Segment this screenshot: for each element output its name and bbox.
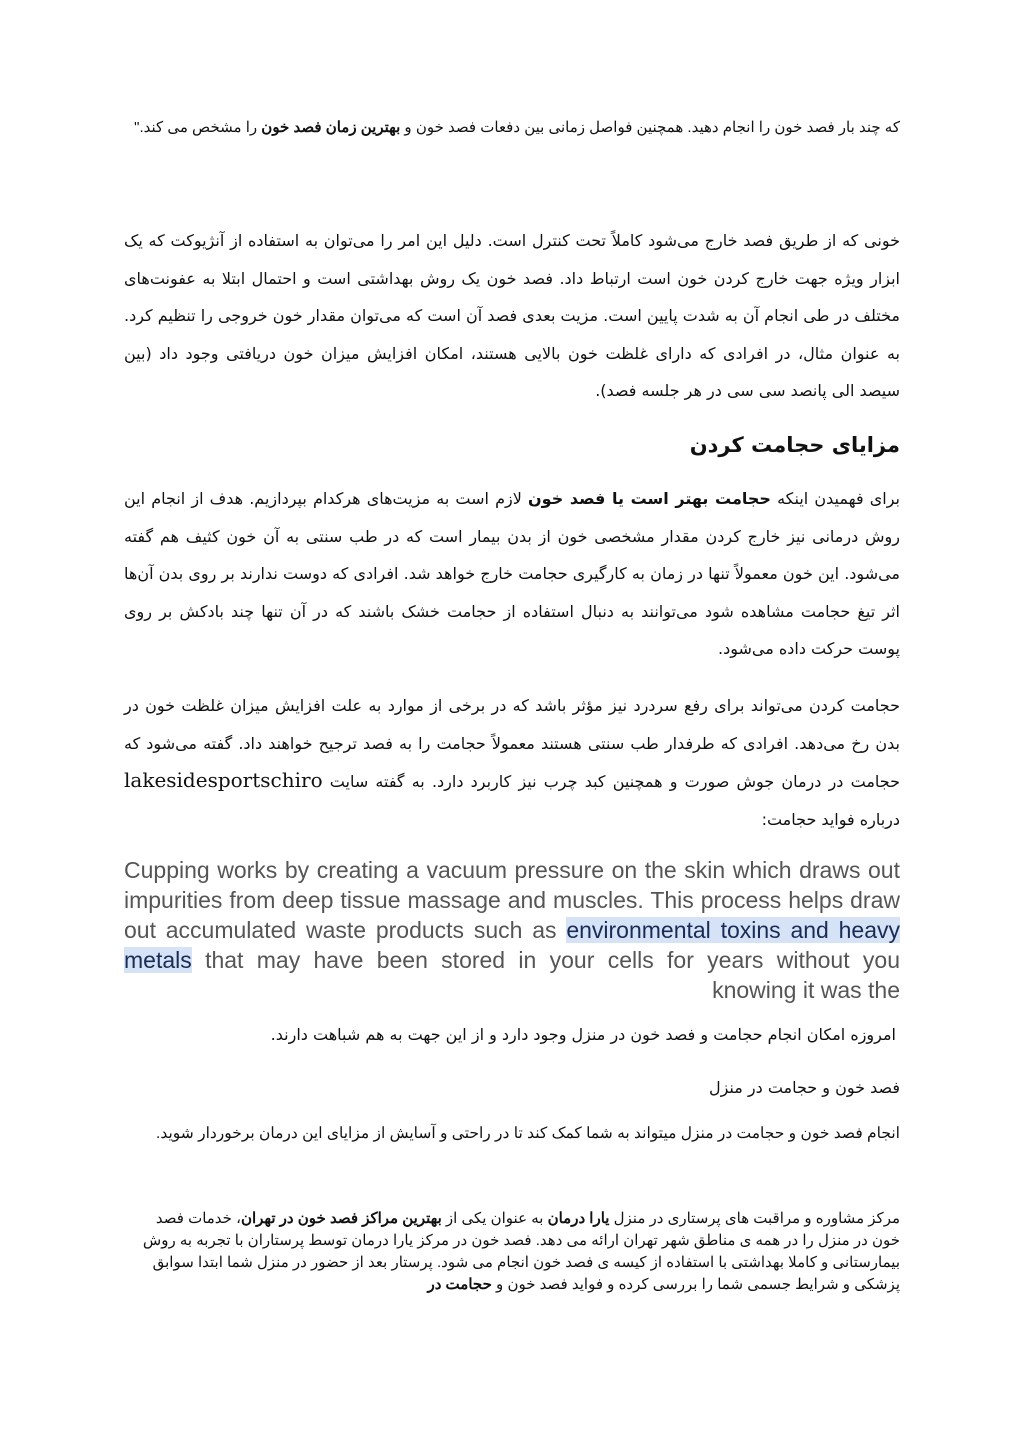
text-run: Cupping works by creating a vacuum pressure on the skin which draws out impurities from deep tissue massage and muscles. This process helps draw out accumulated waste products such as [124,857,900,943]
home-service-note: امروزه امکان انجام حجامت و فصد خون در منزل وجود دارد و از این جهت به هم شباهت دارند. [270,1025,896,1044]
yara-center-paragraph [124,1208,900,1296]
text-run: لازم است به مزیت‌های هرکدام بپردازیم. هدف از انجام این روش درمانی نیز خارج کردن مقدار مشخصی خون از بدن بیمار است که در طب سنتی به آن خون کثیف هم گفته می‌شود. این خون معمولاً تنها در زمان به کارگیری حجامت خارج خواهد شد. افرادی که دوست ندارند بر روی بدن آن‌ها اثر تیغ حجامت مشاهده شود می‌توانند به دنبال استفاده از حجامت خشک باشند که در آن تنها چند بادکش بر روی پوست حرکت داده می‌شود. [124,489,900,658]
bold-keyword: بهترین زمان فصد خون [261,119,401,136]
highlighted-text: environmental toxins and heavy metals [124,917,900,973]
text-run: that may have been stored in your cells for years without you knowing it was the [191,947,900,1003]
text-run: برای فهمیدن اینکه [770,489,901,508]
cupping-benefits-paragraph [124,480,900,668]
text-run: درباره فواید حجامت: [761,809,900,829]
text-run: به عنوان یکی از [441,1210,548,1227]
text-run: ، خدمات فصد خون در منزل را در همه ی مناطق شهر تهران ارائه می دهد. فصد خون در مرکز یارا درمان توسط پرستاران با تجربه به روش بیمارستانی و کاملا بهداشتی با استفاده از کیسه ی فصد خون انجام می شود. پرستار بعد از حضور در منزل شما ابتدا سوابق پزشکی و شرایط جسمی شما را بررسی کرده و فواید فصد خون و [142,1210,900,1293]
text-run: مرکز مشاوره و مراقبت های پرستاری در منزل [609,1210,900,1227]
section-heading-home: فصد خون و حجامت در منزل [708,1078,900,1097]
text-run: را مشخص می کند." [134,119,262,136]
text-run: که چند بار فصد خون را انجام دهید. همچنین فواصل زمانی بین دفعات فصد خون و [400,119,900,136]
bold-keyword: حجامت در [427,1276,492,1293]
intro-paragraph [124,117,900,138]
text-run: حجامت کردن می‌تواند برای رفع سردرد نیز مؤثر باشد که در برخی از موارد به علت افزایش میزان غلظت خون در بدن رخ می‌دهد. افرادی که طرفدار طب سنتی هستند معمولاً حجامت را به فصد ترجیح خواهند داد. گفته می‌شود که حجامت در درمان جوش صورت و همچنین کبد چرب نیز کاربرد دارد. به گفته سایت [124,696,900,791]
site-name: lakesidesportschiro [124,768,323,792]
home-benefit-paragraph: انجام فصد خون و حجامت در منزل میتواند به شما کمک کند تا در راحتی و آسایش از مزایای این درمان برخوردار شوید. [156,1125,900,1142]
bold-keyword: یارا درمان [547,1210,610,1227]
bold-keyword: حجامت بهتر است یا فصد خون [528,489,771,508]
english-quote [124,855,900,1005]
bloodletting-control-paragraph: خونی که از طریق فصد خارج می‌شود کاملاً تحت کنترل است. دلیل این امر را می‌توان به استفاده از آنژیوکت که یک ابزار ویژه جهت خارج کردن خون است ارتباط داد. فصد خون یک روش بهداشتی است و احتمال ابتلا به عفونت‌های مختلف در طی انجام آن به شدت پایین است. مزیت بعدی فصد آن است که می‌توان مقدار خون خروجی را تنظیم کرد. به عنوان مثال، در افرادی که دارای غلظت خون بالایی هستند، امکان افزایش میزان خون دریافتی وجود داد (بین سیصد الی پانصد سی سی در هر جلسه فصد). [124,231,900,400]
headache-paragraph [124,687,900,838]
bold-keyword: بهترین مراکز فصد خون در تهران [240,1210,442,1227]
section-heading-cupping-benefits: مزایای حجامت کردن [689,433,900,457]
